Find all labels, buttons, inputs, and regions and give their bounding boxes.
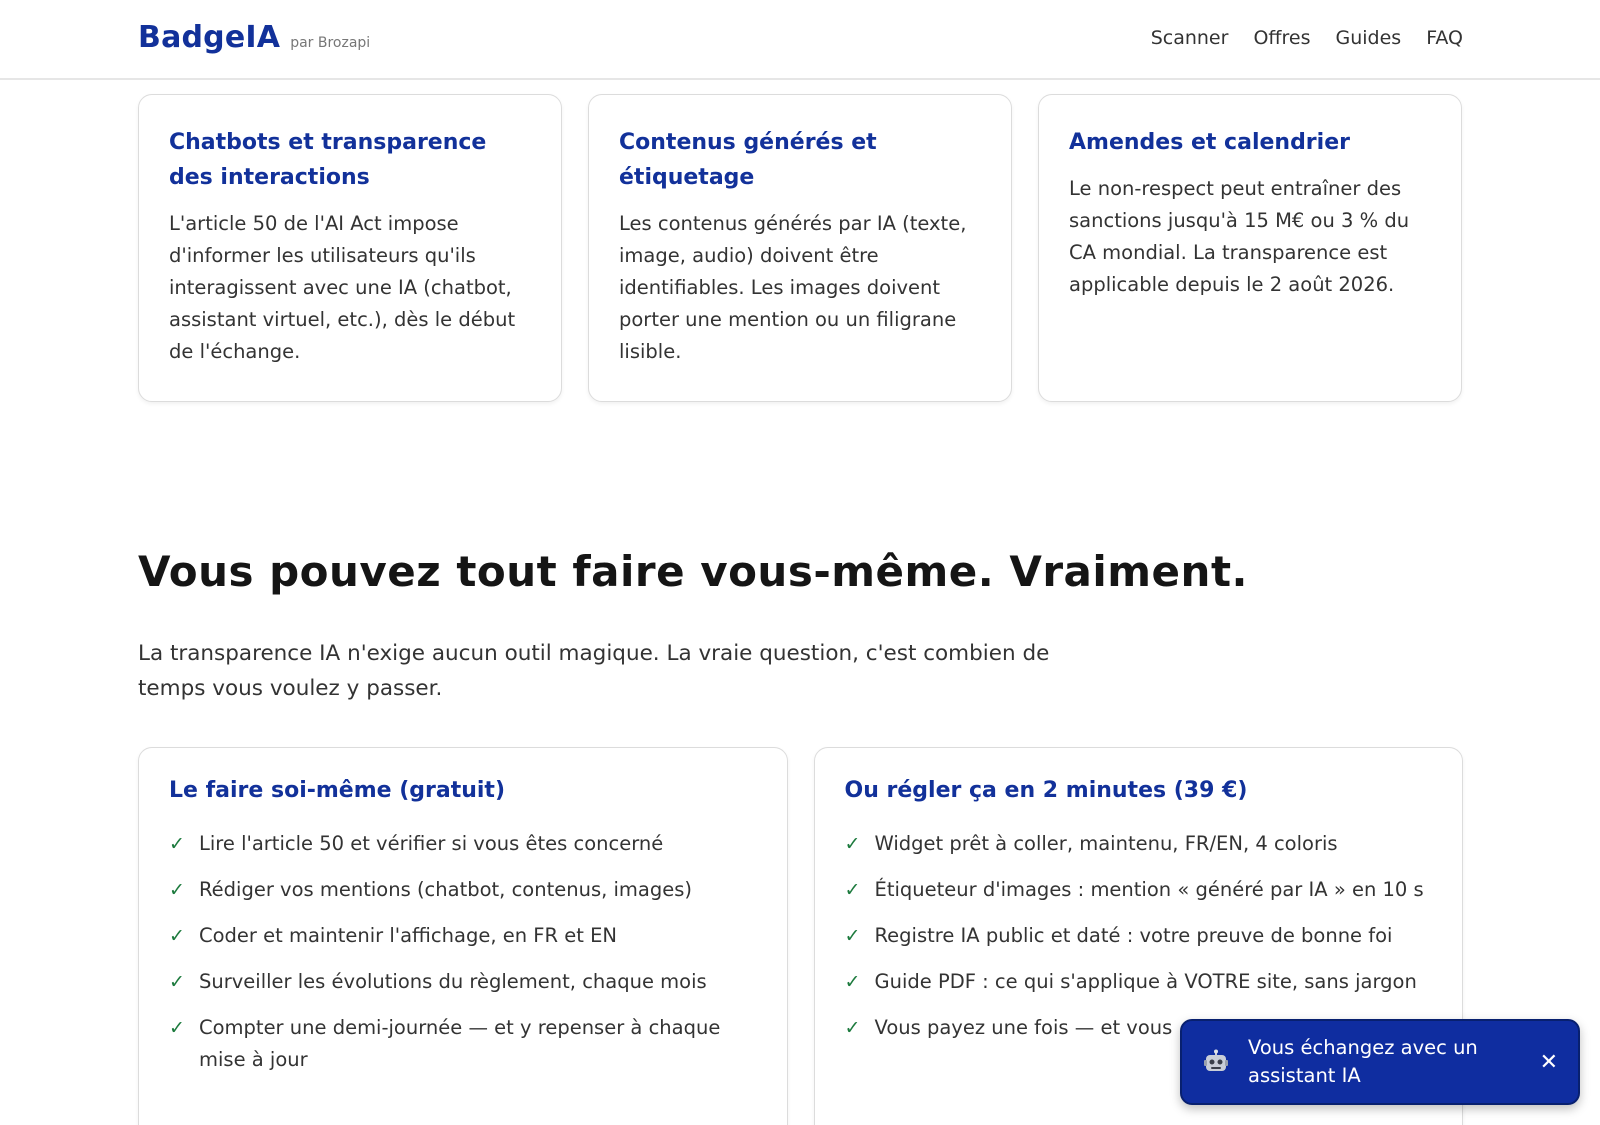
check-icon: ✓ bbox=[169, 879, 185, 901]
nav-link-guides[interactable]: Guides bbox=[1335, 27, 1402, 49]
robot-icon bbox=[1202, 1048, 1230, 1076]
list-item bbox=[169, 828, 757, 860]
list-item-text: Widget prêt à coller, maintenu, FR/EN, 4 coloris bbox=[874, 832, 1338, 855]
check-icon: ✓ bbox=[844, 1017, 861, 1039]
check-icon: ✓ bbox=[844, 879, 861, 901]
check-icon: ✓ bbox=[844, 971, 861, 993]
nav-link-faq[interactable]: FAQ bbox=[1426, 27, 1463, 49]
info-card-amendes bbox=[1038, 94, 1462, 402]
check-list bbox=[845, 828, 1433, 1044]
list-item-text: Guide PDF : ce qui s'applique à VOTRE site, sans jargon bbox=[874, 970, 1417, 993]
info-card-title: Chatbots et transparence des interactions bbox=[169, 130, 487, 190]
list-item-text: Registre IA public et daté : votre preuve de bonne foi bbox=[874, 924, 1393, 947]
check-icon: ✓ bbox=[169, 833, 185, 855]
nav-link-scanner[interactable]: Scanner bbox=[1150, 27, 1229, 49]
option-card-title: Ou régler ça en 2 minutes (39 €) bbox=[844, 778, 1248, 803]
list-item-text: Compter une demi-journée — et y repenser à chaque mise à jour bbox=[199, 1016, 721, 1071]
check-icon: ✓ bbox=[844, 833, 861, 855]
info-card-text: Le non-respect peut entraîner des sanctions jusqu'à 15 M€ ou 3 % du CA mondial. La transparence est applicable depuis le 2 août 2026. bbox=[1069, 177, 1410, 296]
list-item-text: Vous payez une fois — et vous bbox=[874, 1016, 1173, 1039]
check-icon: ✓ bbox=[169, 1017, 185, 1039]
list-item-text: Rédiger vos mentions (chatbot, contenus, images) bbox=[199, 878, 693, 901]
check-icon: ✓ bbox=[169, 971, 185, 993]
info-card-text: L'article 50 de l'AI Act impose d'informer les utilisateurs qu'ils interagissent avec une IA (chatbot, assistant virtuel, etc.), dès le début de l'échange. bbox=[169, 212, 516, 363]
list-item-text: Coder et maintenir l'affichage, en FR et EN bbox=[199, 924, 617, 947]
check-icon: ✓ bbox=[844, 925, 861, 947]
nav-link-offres[interactable]: Offres bbox=[1253, 27, 1311, 49]
list-item-text: Étiqueteur d'images : mention « généré par IA » en 10 s bbox=[874, 878, 1424, 901]
info-cards-row bbox=[138, 94, 1463, 402]
list-item bbox=[845, 874, 1433, 906]
info-card-chatbots bbox=[138, 94, 562, 402]
main-nav bbox=[1151, 27, 1463, 49]
option-card-title: Le faire soi-même (gratuit) bbox=[169, 778, 506, 803]
close-icon[interactable]: ✕ bbox=[1539, 1049, 1558, 1075]
option-card-diy bbox=[138, 747, 788, 1125]
list-item bbox=[845, 920, 1433, 952]
list-item-text: Surveiller les évolutions du règlement, chaque mois bbox=[199, 970, 707, 993]
section-title: Vous pouvez tout faire vous-même. Vraiment. bbox=[138, 547, 1248, 596]
list-item bbox=[169, 874, 757, 906]
list-item bbox=[169, 920, 757, 952]
list-item bbox=[845, 828, 1433, 860]
section-lead: La transparence IA n'exige aucun outil magique. La vraie question, c'est combien de temps vous voulez y passer. bbox=[138, 641, 1050, 701]
info-card-contenus bbox=[588, 94, 1012, 402]
check-icon: ✓ bbox=[169, 925, 185, 947]
info-card-text: Les contenus générés par IA (texte, image, audio) doivent être identifiables. Les images doivent porter une mention ou un filigrane lisible. bbox=[619, 212, 967, 363]
brand-name[interactable]: BadgeIA bbox=[138, 20, 281, 55]
ai-assistant-notice bbox=[1180, 1019, 1580, 1105]
list-item bbox=[169, 966, 757, 998]
site-header bbox=[0, 0, 1600, 80]
info-card-title: Amendes et calendrier bbox=[1069, 130, 1350, 155]
brand-logo[interactable] bbox=[138, 20, 370, 55]
check-list bbox=[169, 828, 757, 1076]
list-item bbox=[169, 1012, 757, 1076]
brand-byline: par Brozapi bbox=[290, 35, 371, 51]
list-item-text: Lire l'article 50 et vérifier si vous êtes concerné bbox=[199, 832, 664, 855]
notice-text: Vous échangez avec un assistant IA bbox=[1248, 1036, 1478, 1087]
list-item bbox=[845, 966, 1433, 998]
info-card-title: Contenus générés et étiquetage bbox=[619, 130, 877, 190]
